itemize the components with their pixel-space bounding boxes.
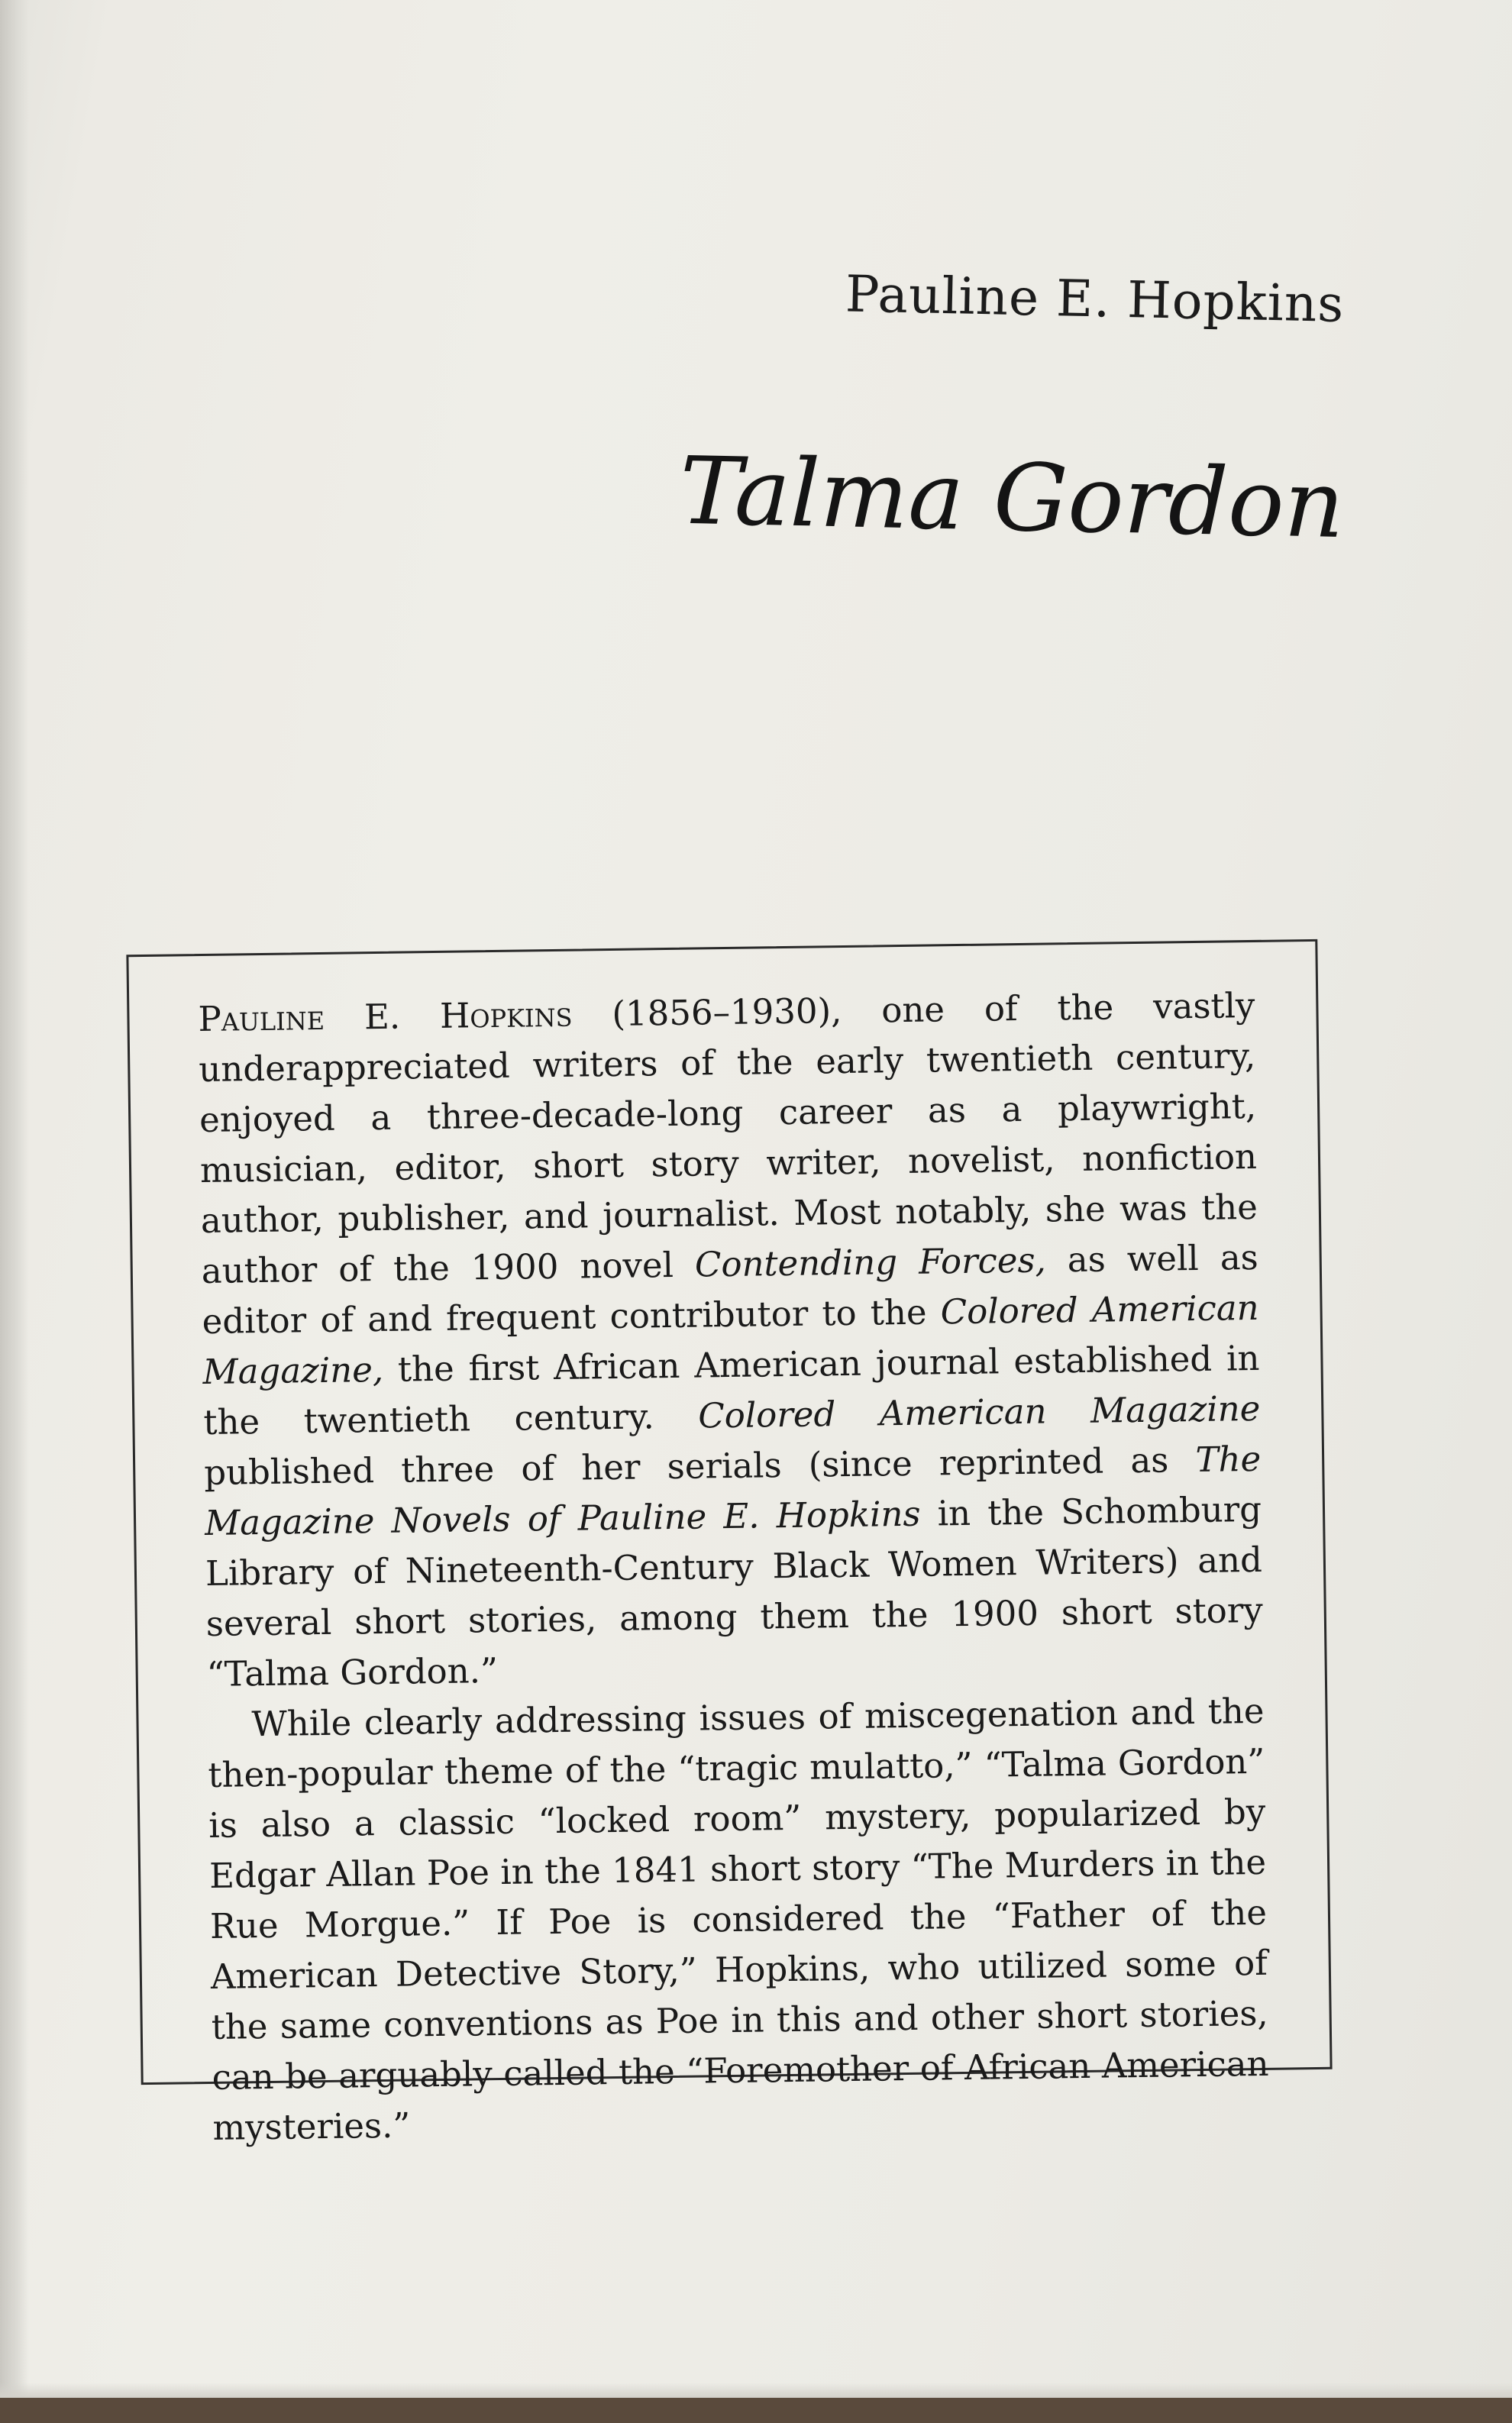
intro-box bbox=[126, 939, 1332, 2148]
story-title: Talma Gordon bbox=[678, 436, 1346, 559]
intro-lead-name: Pauline E. Hopkins bbox=[198, 993, 573, 1040]
magazine-title-short: Colored American Magazine bbox=[697, 1388, 1261, 1436]
intro-text-segment: in the Schomburg Library of Nineteenth-Century Black Women Writers) and several short stories, among them the 1900 short story “Talma Gordon.” bbox=[205, 1488, 1264, 1694]
intro-text-segment: as well as editor of and frequent contributor to the bbox=[202, 1236, 1259, 1342]
intro-text-segment: the first African American journal established in the twentieth century. bbox=[203, 1337, 1260, 1443]
intro-paragraph-2: While clearly addressing issues of miscegenation and the then-popular theme of the “tragic mulatto,” “Talma Gordon” is also a classic “locked room” mystery, popularized by Edgar Allan Poe in the 1841 short story “The Murders in the Rue Morgue.” If Poe is considered the “Father of the American Detective Story,” Hopkins, who utilized some of the same conventions as Poe in this and other short stories, can be arguably called the “Foremother of African American mysteries.” bbox=[208, 1690, 1269, 2148]
intro-text-segment: published three of her serials (since reprinted as bbox=[203, 1439, 1196, 1493]
book-title-contending-forces: Contending Forces, bbox=[694, 1239, 1047, 1285]
author-name: Pauline E. Hopkins bbox=[845, 264, 1345, 334]
page-bottom-edge bbox=[0, 2383, 1512, 2398]
page-gutter-shadow bbox=[0, 0, 29, 2398]
intro-text-segment: (1856–1930), one of the vastly underappreciated writers of the early twentieth century, enjoyed a three-decade-long career as a playwright, musician, editor, short story writer, novelist, nonfiction author, publisher, and journalist. Most notably, she was the author of the 1900 novel bbox=[199, 984, 1258, 1292]
intro-paragraph-1 bbox=[198, 981, 1264, 1700]
book-title-magazine-novels: The Magazine Novels of Pauline E. Hopkins bbox=[204, 1438, 1262, 1543]
magazine-title: Colored American Magazine, bbox=[202, 1287, 1259, 1393]
